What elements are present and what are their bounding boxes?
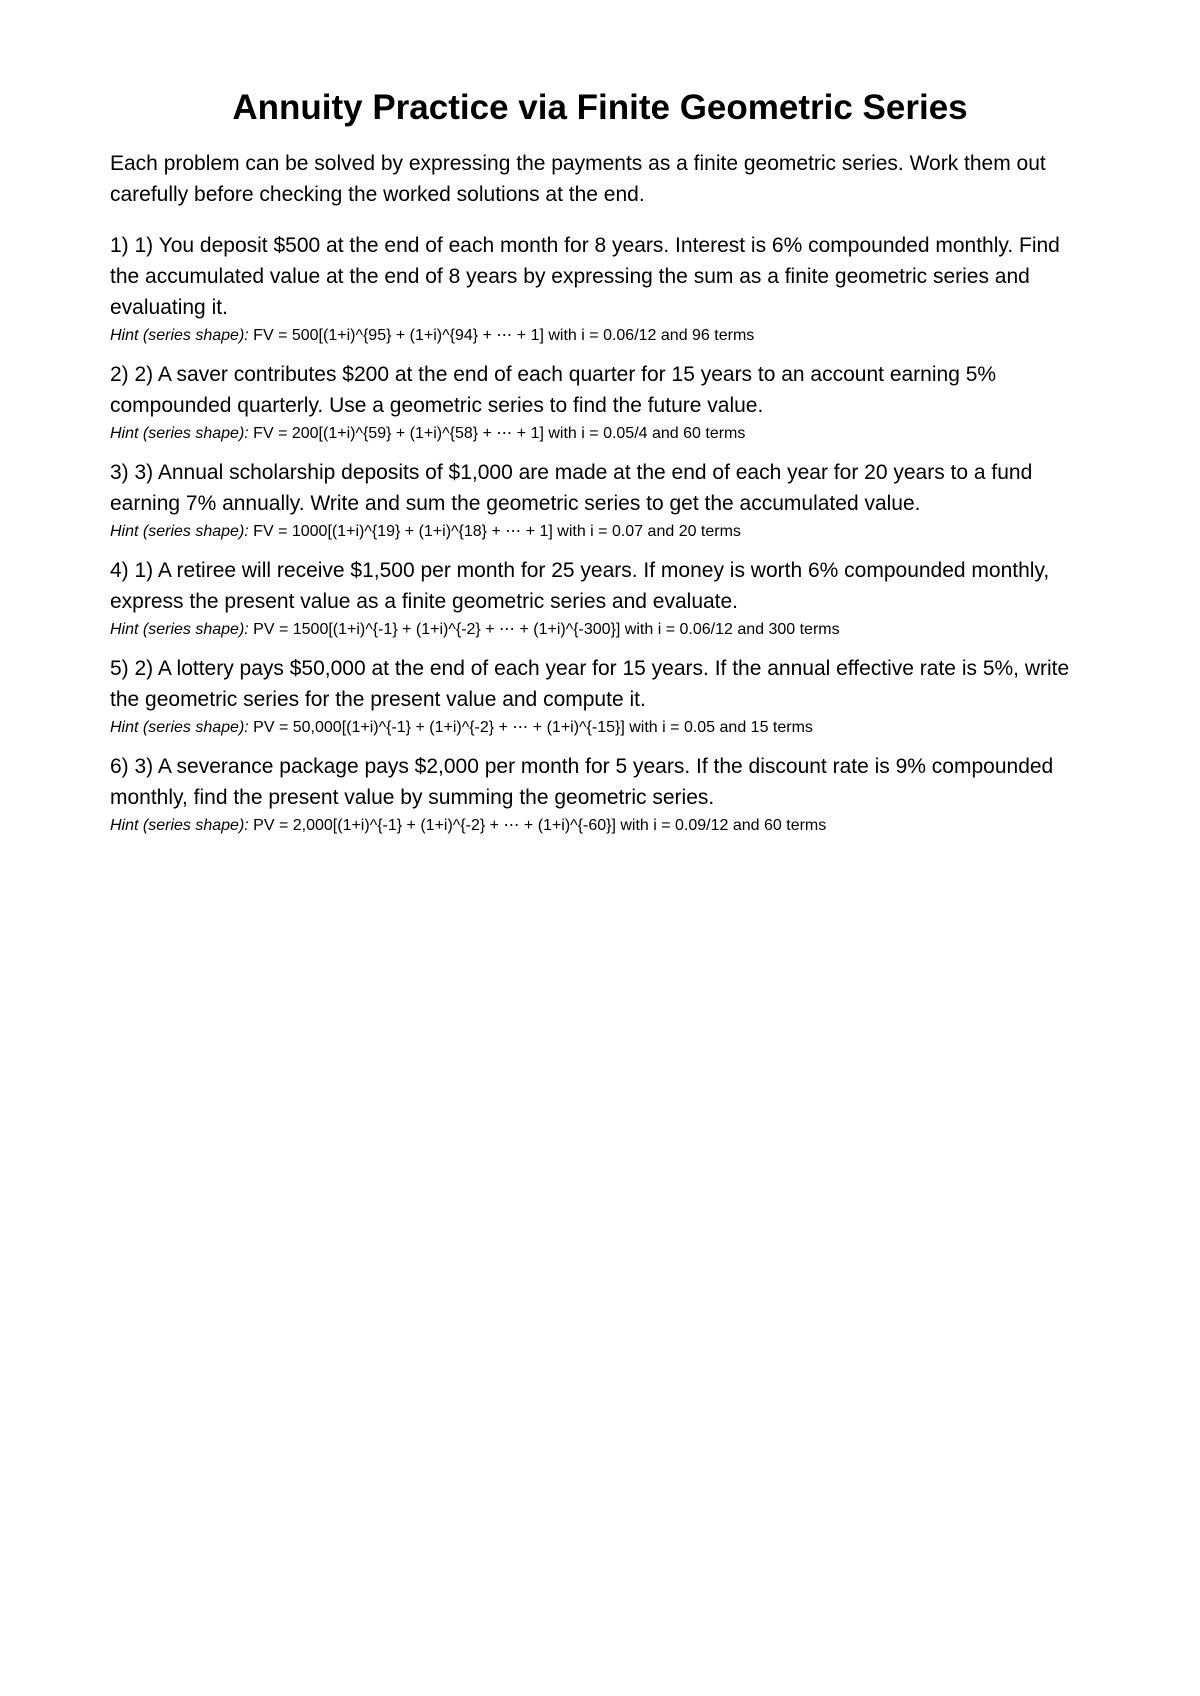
hint-label: Hint (series shape):: [110, 817, 249, 834]
problem-hint: [110, 619, 1090, 641]
hint-label: Hint (series shape):: [110, 621, 249, 638]
hint-formula: FV = 500[(1+i)^{95} + (1+i)^{94} + ⋯ + 1] with i = 0.06/12 and 96 terms: [253, 327, 755, 344]
problem-text: 4) 1) A retiree will receive $1,500 per month for 25 years. If money is worth 6% compounded monthly, express the present value as a finite geometric series and evaluate.: [110, 559, 1050, 613]
hint-label: Hint (series shape):: [110, 523, 249, 540]
problem-hint: [110, 717, 1090, 739]
hint-formula: PV = 2,000[(1+i)^{-1} + (1+i)^{-2} + ⋯ + (1+i)^{-60}] with i = 0.09/12 and 60 terms: [253, 817, 827, 834]
hint-formula: PV = 50,000[(1+i)^{-1} + (1+i)^{-2} + ⋯ + (1+i)^{-15}] with i = 0.05 and 15 terms: [253, 719, 813, 736]
hint-formula: PV = 1500[(1+i)^{-1} + (1+i)^{-2} + ⋯ + (1+i)^{-300}] with i = 0.06/12 and 300 terms: [253, 621, 840, 638]
hint-formula: FV = 200[(1+i)^{59} + (1+i)^{58} + ⋯ + 1] with i = 0.05/4 and 60 terms: [253, 425, 746, 442]
problem-hint: [110, 423, 1090, 445]
problem-item: [110, 359, 1090, 445]
problem-text: 1) 1) You deposit $500 at the end of each month for 8 years. Interest is 6% compounded monthly. Find the accumulated value at the end of 8 years by expressing the sum as a finite geometric series and evaluating it.: [110, 234, 1060, 319]
problem-item: [110, 555, 1090, 641]
problem-item: [110, 653, 1090, 739]
hint-label: Hint (series shape):: [110, 425, 249, 442]
problem-text: 6) 3) A severance package pays $2,000 per month for 5 years. If the discount rate is 9% compounded monthly, find the present value by summing the geometric series.: [110, 755, 1054, 809]
problem-item: [110, 230, 1090, 347]
problem-hint: [110, 325, 1090, 347]
page-title: Annuity Practice via Finite Geometric Series: [232, 88, 968, 127]
hint-label: Hint (series shape):: [110, 719, 249, 736]
problem-item: [110, 457, 1090, 543]
hint-formula: FV = 1000[(1+i)^{19} + (1+i)^{18} + ⋯ + 1] with i = 0.07 and 20 terms: [253, 523, 741, 540]
problem-text: 5) 2) A lottery pays $50,000 at the end of each year for 15 years. If the annual effective rate is 5%, write the geometric series for the present value and compute it.: [110, 657, 1070, 711]
intro-paragraph: Each problem can be solved by expressing the payments as a finite geometric series. Work them out carefully before checking the worked solutions at the end.: [110, 152, 1046, 206]
problem-text: 2) 2) A saver contributes $200 at the end of each quarter for 15 years to an account earning 5% compounded quarterly. Use a geometric series to find the future value.: [110, 363, 997, 417]
problem-hint: [110, 521, 1090, 543]
hint-label: Hint (series shape):: [110, 327, 249, 344]
problem-text: 3) 3) Annual scholarship deposits of $1,000 are made at the end of each year for 20 years to a fund earning 7% annually. Write and sum the geometric series to get the accumulated value.: [110, 461, 1033, 515]
problem-hint: [110, 815, 1090, 837]
problem-item: [110, 751, 1090, 837]
